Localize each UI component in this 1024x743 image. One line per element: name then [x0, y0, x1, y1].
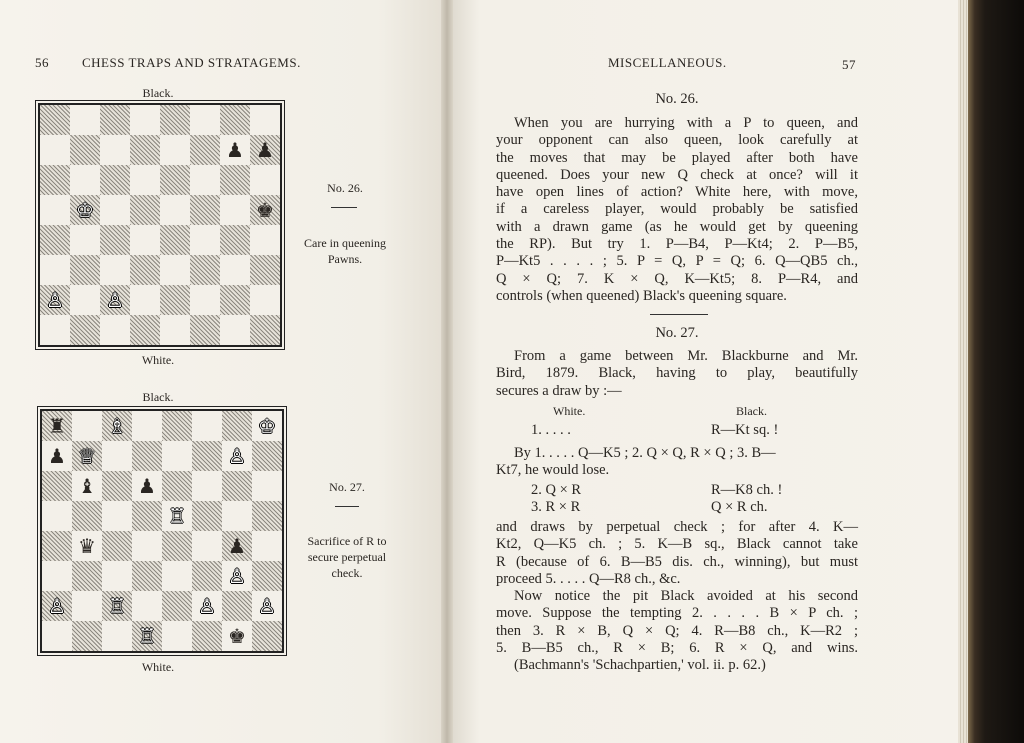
square-d8 — [132, 411, 162, 441]
square-a3 — [42, 561, 72, 591]
square-b4 — [72, 531, 102, 561]
square-a7 — [40, 135, 70, 165]
text-line: if a careless player, would probably be satisfied — [496, 201, 858, 218]
square-e3 — [160, 255, 190, 285]
square-g1 — [222, 621, 252, 651]
square-b8 — [72, 411, 102, 441]
note-line1: By 1. . . . . Q—K5 ; 2. Q × Q, R × Q ; 3. B— — [514, 445, 776, 461]
square-c1 — [102, 621, 132, 651]
diagram2-black-label: Black. — [142, 390, 174, 404]
square-c5 — [102, 501, 132, 531]
square-c2 — [102, 591, 132, 621]
diagram1-black-label: Black. — [142, 86, 174, 100]
square-f6 — [190, 165, 220, 195]
square-c6 — [102, 471, 132, 501]
square-d8 — [130, 105, 160, 135]
left-running-head: CHESS TRAPS AND STRATAGEMS. — [82, 55, 301, 70]
square-d6 — [132, 471, 162, 501]
square-d4 — [130, 225, 160, 255]
chess-piece-white: ♙ — [198, 594, 216, 618]
square-f1 — [190, 315, 220, 345]
square-b6 — [70, 165, 100, 195]
square-b2 — [72, 591, 102, 621]
text-line: with a drawn game (as he would get by queening — [496, 218, 858, 235]
square-b8 — [70, 105, 100, 135]
square-g4 — [220, 225, 250, 255]
square-a5 — [42, 501, 72, 531]
square-g3 — [220, 255, 250, 285]
square-e4 — [162, 531, 192, 561]
chess-piece-black: ♜ — [48, 414, 66, 438]
chess-piece-black: ♟ — [226, 138, 244, 162]
text-line: When you are hurrying with a P to queen, and — [514, 115, 858, 131]
square-g8 — [220, 105, 250, 135]
diagram2-white-label: White. — [141, 660, 175, 674]
square-g2 — [222, 591, 252, 621]
text-line: R (because of 6. B—B5 dis. ch., winning), but must — [496, 553, 858, 570]
move2-white: 2. Q × R — [531, 482, 582, 498]
chess-piece-black: ♚ — [228, 624, 246, 648]
square-f4 — [190, 225, 220, 255]
square-h3 — [250, 255, 280, 285]
right-running-head: MISCELLANEOUS. — [608, 55, 727, 70]
square-e2 — [160, 285, 190, 315]
square-b3 — [72, 561, 102, 591]
square-c8 — [102, 411, 132, 441]
square-g7 — [222, 441, 252, 471]
chess-piece-white: ♙ — [228, 444, 246, 468]
square-e7 — [160, 135, 190, 165]
text-line: Bird, 1879. Black, having to play, beautifully — [496, 365, 858, 382]
square-d5 — [130, 195, 160, 225]
square-d7 — [130, 135, 160, 165]
diagram1-caption-line2: Pawns. — [327, 252, 363, 266]
square-h1 — [252, 621, 282, 651]
chess-piece-white: ♙ — [48, 594, 66, 618]
chess-piece-black: ♟ — [256, 138, 274, 162]
note-line2: Kt7, he would lose. — [496, 462, 610, 478]
square-e2 — [162, 591, 192, 621]
square-b2 — [70, 285, 100, 315]
square-f7 — [192, 441, 222, 471]
text-line: and draws by perpetual check ; for after 4. K— — [496, 519, 858, 535]
text-line: Kt2, Q—K5 ch. ; 5. K—B sq., Black cannot take — [496, 536, 858, 553]
square-b4 — [70, 225, 100, 255]
chess-piece-black: ♟ — [228, 534, 246, 558]
chess-piece-black: ♟ — [48, 444, 66, 468]
square-a1 — [40, 315, 70, 345]
no27-body — [496, 519, 858, 675]
text-line: From a game between Mr. Blackburne and Mr. — [514, 348, 858, 364]
chess-diagram-27 — [40, 409, 284, 653]
square-b3 — [70, 255, 100, 285]
square-g3 — [222, 561, 252, 591]
square-h5 — [252, 501, 282, 531]
square-d1 — [132, 621, 162, 651]
chess-diagram-26 — [38, 103, 282, 347]
square-h4 — [252, 531, 282, 561]
chess-piece-white: ♔ — [76, 198, 94, 222]
text-line: the RP). But try 1. P—B4, P—Kt4; 2. P—B5, — [496, 236, 858, 253]
square-e6 — [162, 471, 192, 501]
square-g8 — [222, 411, 252, 441]
chess-piece-black: ♛ — [78, 534, 96, 558]
text-line: then 3. R × B, Q × Q; 4. R—B8 ch., K—R2 ; — [496, 622, 858, 639]
square-d2 — [130, 285, 160, 315]
square-f7 — [190, 135, 220, 165]
square-a8 — [42, 411, 72, 441]
square-b5 — [70, 195, 100, 225]
square-a6 — [40, 165, 70, 195]
square-e8 — [162, 411, 192, 441]
square-d2 — [132, 591, 162, 621]
square-c8 — [100, 105, 130, 135]
chess-piece-black: ♚ — [256, 198, 274, 222]
chess-piece-white: ♕ — [78, 444, 96, 468]
text-line: P—Kt5 . . . . ; 5. P = Q, P = Q; 6. Q—QB5 ch., — [496, 253, 858, 270]
move3-black: Q × R ch. — [711, 499, 768, 515]
book-gutter — [441, 0, 453, 743]
left-page-number: 56 — [35, 55, 49, 70]
square-g6 — [220, 165, 250, 195]
square-h8 — [252, 411, 282, 441]
no26-body — [496, 115, 858, 305]
square-f3 — [192, 561, 222, 591]
chess-piece-white: ♙ — [106, 288, 124, 312]
chess-piece-white: ♙ — [46, 288, 64, 312]
chess-piece-black: ♟ — [138, 474, 156, 498]
text-line: controls (when queened) Black's queening square. — [496, 287, 787, 304]
square-f2 — [190, 285, 220, 315]
text-line: Q × Q; 7. K × Q, K—Kt5; 8. P—R4, and — [496, 270, 858, 287]
book-cover-edge — [968, 0, 1024, 743]
square-b1 — [70, 315, 100, 345]
square-a4 — [40, 225, 70, 255]
right-page-number: 57 — [842, 57, 856, 72]
text-line: move. Suppose the tempting 2. . . . . B × P ch. ; — [496, 605, 858, 622]
col-black-header: Black. — [736, 404, 767, 418]
square-f6 — [192, 471, 222, 501]
square-a8 — [40, 105, 70, 135]
square-a1 — [42, 621, 72, 651]
square-h6 — [252, 471, 282, 501]
text-line: 5. B—B5 ch., R × B; 6. R × Q, and wins. — [496, 640, 858, 657]
no27-heading: No. 27. — [655, 325, 699, 341]
square-e5 — [162, 501, 192, 531]
move3-white: 3. R × R — [531, 499, 581, 515]
square-c5 — [100, 195, 130, 225]
chess-piece-white: ♖ — [108, 594, 126, 618]
square-h7 — [250, 135, 280, 165]
square-h8 — [250, 105, 280, 135]
square-d3 — [130, 255, 160, 285]
diagram1-rule — [331, 207, 357, 208]
square-a2 — [42, 591, 72, 621]
square-d6 — [130, 165, 160, 195]
diagram2-caption-line2: secure perpetual — [307, 550, 387, 564]
square-f4 — [192, 531, 222, 561]
no26-heading: No. 26. — [655, 91, 699, 107]
text-line: secures a draw by :— — [496, 382, 622, 399]
square-c4 — [100, 225, 130, 255]
square-g7 — [220, 135, 250, 165]
no27-intro — [496, 348, 858, 400]
square-f1 — [192, 621, 222, 651]
square-e4 — [160, 225, 190, 255]
square-g5 — [222, 501, 252, 531]
section-rule — [650, 314, 708, 315]
square-a3 — [40, 255, 70, 285]
square-c1 — [100, 315, 130, 345]
square-h1 — [250, 315, 280, 345]
diagram1-white-label: White. — [141, 353, 175, 367]
square-d4 — [132, 531, 162, 561]
square-f8 — [192, 411, 222, 441]
square-a7 — [42, 441, 72, 471]
square-f5 — [192, 501, 222, 531]
square-e3 — [162, 561, 192, 591]
square-b5 — [72, 501, 102, 531]
square-b7 — [70, 135, 100, 165]
square-h2 — [252, 591, 282, 621]
square-h7 — [252, 441, 282, 471]
text-line: proceed 5. . . . . Q—R8 ch., &c. — [496, 570, 681, 587]
square-a4 — [42, 531, 72, 561]
square-h5 — [250, 195, 280, 225]
square-b1 — [72, 621, 102, 651]
square-e5 — [160, 195, 190, 225]
square-g2 — [220, 285, 250, 315]
move1-black: R—Kt sq. ! — [711, 422, 779, 438]
square-e8 — [160, 105, 190, 135]
square-f2 — [192, 591, 222, 621]
square-b6 — [72, 471, 102, 501]
text-line: have open lines of action? White here, with move, — [496, 184, 858, 201]
chess-piece-white: ♖ — [168, 504, 186, 528]
square-f8 — [190, 105, 220, 135]
square-c7 — [100, 135, 130, 165]
text-line: Now notice the pit Black avoided at his second — [514, 588, 858, 605]
square-g6 — [222, 471, 252, 501]
square-a2 — [40, 285, 70, 315]
chess-piece-white: ♗ — [108, 414, 126, 438]
square-b7 — [72, 441, 102, 471]
square-h4 — [250, 225, 280, 255]
text-line: your opponent can also queen, look carefully at — [496, 132, 858, 149]
move2-black: R—K8 ch. ! — [711, 482, 783, 498]
chess-piece-white: ♙ — [228, 564, 246, 588]
square-d7 — [132, 441, 162, 471]
diagram2-number: No. 27. — [329, 480, 365, 494]
diagram2-caption-line1: Sacrifice of R to — [307, 534, 387, 548]
square-f3 — [190, 255, 220, 285]
square-d5 — [132, 501, 162, 531]
square-h3 — [252, 561, 282, 591]
diagram1-caption-line1: Care in queening — [304, 236, 386, 250]
square-f5 — [190, 195, 220, 225]
square-g1 — [220, 315, 250, 345]
chess-piece-white: ♔ — [258, 414, 276, 438]
square-h2 — [250, 285, 280, 315]
square-c3 — [100, 255, 130, 285]
chess-piece-white: ♖ — [138, 624, 156, 648]
square-g5 — [220, 195, 250, 225]
square-e1 — [160, 315, 190, 345]
square-e6 — [160, 165, 190, 195]
move1-white: 1. . . . . — [531, 422, 571, 438]
square-c4 — [102, 531, 132, 561]
diagram2-caption-line3: check. — [331, 566, 363, 580]
text-line: (Bachmann's 'Schachpartien,' vol. ii. p. 62.) — [514, 657, 766, 674]
square-d3 — [132, 561, 162, 591]
square-c2 — [100, 285, 130, 315]
square-c3 — [102, 561, 132, 591]
square-c6 — [100, 165, 130, 195]
square-a5 — [40, 195, 70, 225]
square-c7 — [102, 441, 132, 471]
square-d1 — [130, 315, 160, 345]
col-white-header: White. — [553, 404, 586, 418]
square-e1 — [162, 621, 192, 651]
diagram1-number: No. 26. — [327, 181, 363, 195]
square-h6 — [250, 165, 280, 195]
text-line: the moves that may be played after both have — [496, 149, 858, 166]
diagram2-rule — [335, 506, 359, 507]
square-e7 — [162, 441, 192, 471]
chess-piece-black: ♝ — [78, 474, 96, 498]
square-a6 — [42, 471, 72, 501]
chess-piece-white: ♙ — [258, 594, 276, 618]
square-g4 — [222, 531, 252, 561]
text-line: queened. Does your new Q check at once? will it — [496, 166, 858, 183]
